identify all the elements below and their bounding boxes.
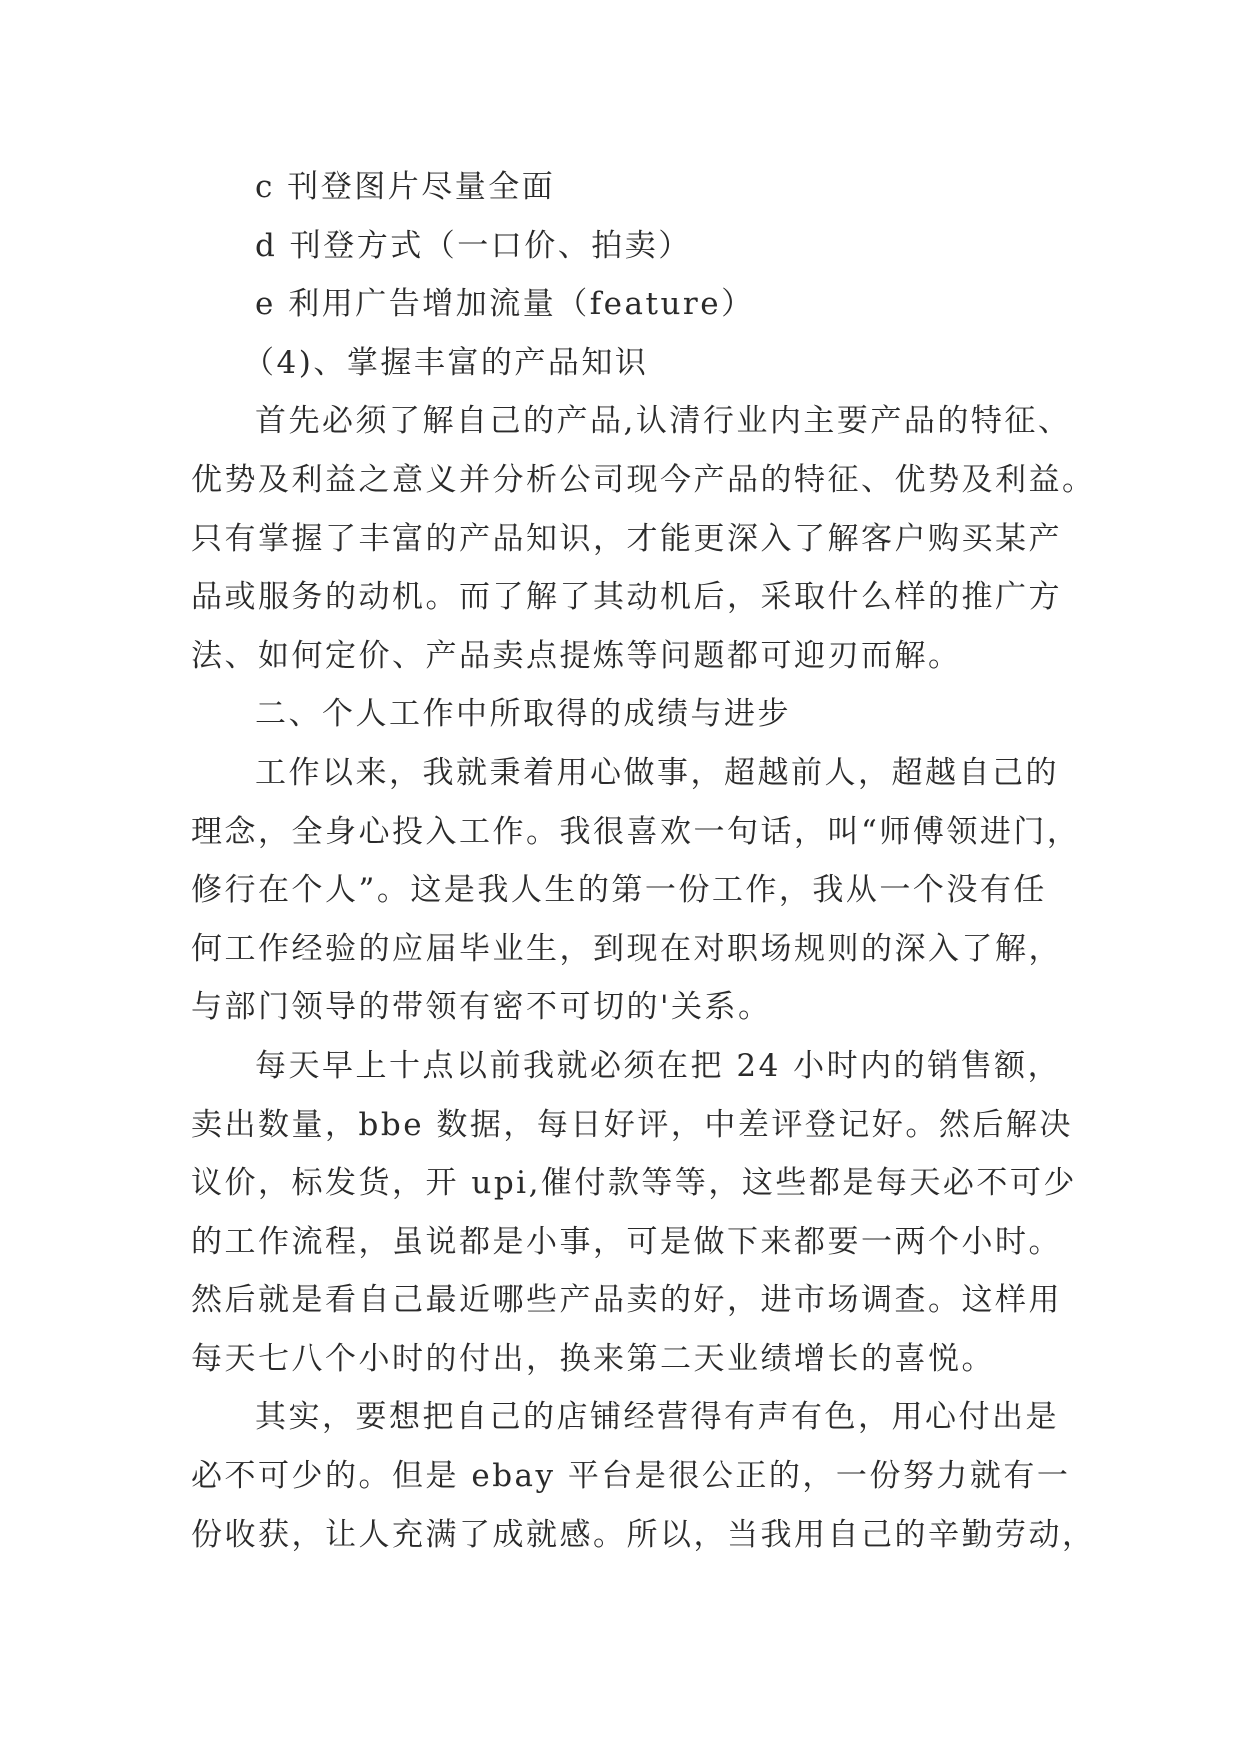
paragraph-line: 首先必须了解自己的产品,认清行业内主要产品的特征、 — [255, 403, 1072, 440]
paragraph-line: 优势及利益之意义并分析公司现今产品的特征、优势及利益。 — [191, 461, 1096, 498]
paragraph-line: 的工作流程，虽说都是小事，可是做下来都要一两个小时。 — [191, 1223, 1062, 1260]
paragraph-line: 与部门领导的带领有密不可切的'关系。 — [191, 989, 772, 1026]
paragraph-line: 法、如何定价、产品卖点提炼等问题都可迎刃而解。 — [191, 637, 962, 674]
paragraph-line: 每天早上十点以前我就必须在把 24 小时内的销售额， — [255, 1047, 1062, 1084]
list-item-d: d 刊登方式（一口价、拍卖） — [255, 227, 692, 264]
paragraph-line: 每天七八个小时的付出，换来第二天业绩增长的喜悦。 — [191, 1340, 995, 1377]
paragraph-line: 议价，标发货，开 upi,催付款等等，这些都是每天必不可少 — [191, 1165, 1077, 1202]
paragraph-line: 只有掌握了丰富的产品知识，才能更深入了解客户购买某产 — [191, 520, 1062, 557]
paragraph-line: 理念，全身心投入工作。我很喜欢一句话，叫“师傅领进门， — [191, 813, 1081, 850]
paragraph-line: 修行在个人”。这是我人生的第一份工作，我从一个没有任 — [191, 872, 1047, 909]
document-body — [191, 158, 1096, 1564]
paragraph-line: 其实，要想把自己的店铺经营得有声有色，用心付出是 — [255, 1399, 1059, 1436]
paragraph-line: 然后就是看自己最近哪些产品卖的好，进市场调查。这样用 — [191, 1282, 1062, 1319]
paragraph-line: 何工作经验的应届毕业生，到现在对职场规则的深入了解， — [191, 930, 1062, 967]
section-heading-4: （4)、掌握丰富的产品知识 — [243, 344, 649, 381]
paragraph-line: 工作以来，我就秉着用心做事，超越前人，超越自己的 — [255, 754, 1059, 791]
paragraph-line: 品或服务的动机。而了解了其动机后，采取什么样的推广方 — [191, 579, 1062, 616]
paragraph-line: 卖出数量，bbe 数据，每日好评，中差评登记好。然后解决 — [191, 1106, 1073, 1143]
paragraph-line: 份收获，让人充满了成就感。所以，当我用自己的辛勤劳动， — [191, 1516, 1096, 1553]
section-heading-2: 二、个人工作中所取得的成绩与进步 — [255, 696, 791, 733]
list-item-e: e 利用广告增加流量（feature） — [255, 286, 755, 323]
list-item-c: c 刊登图片尽量全面 — [255, 169, 556, 205]
paragraph-line: 必不可少的。但是 ebay 平台是很公正的，一份努力就有一 — [191, 1458, 1071, 1495]
